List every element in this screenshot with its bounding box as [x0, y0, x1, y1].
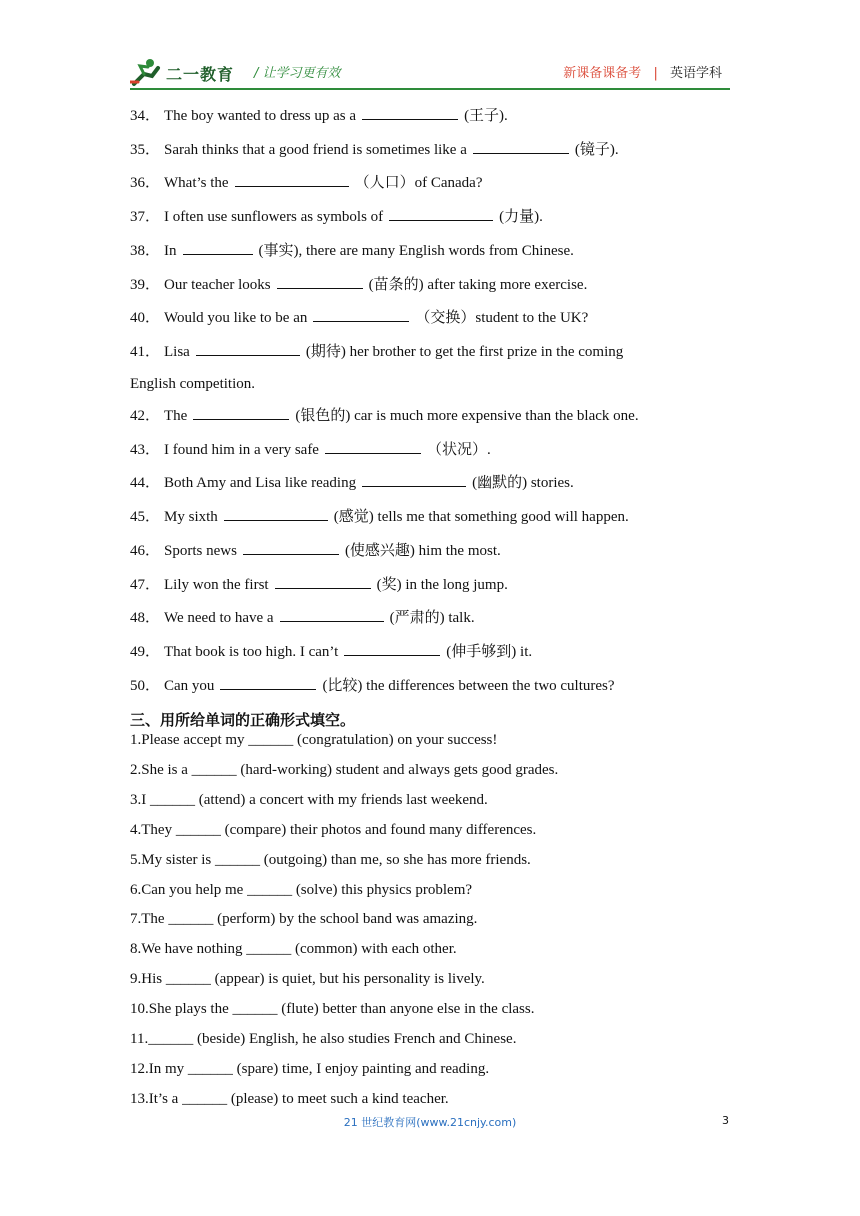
answer-blank[interactable] — [313, 307, 409, 322]
question-hint: (力量). — [499, 209, 543, 225]
question-hint: (期待) her brother to get the first prize in the coming — [305, 344, 624, 360]
question-number: 46． — [130, 543, 161, 559]
question-text: I found him in a very safe — [164, 442, 319, 458]
question-text: What’s the — [164, 175, 229, 191]
question-text: The boy wanted to dress up as a — [164, 108, 357, 124]
question-line — [130, 307, 588, 328]
header-course-label: 新课备课备考 — [563, 66, 642, 81]
answer-blank[interactable] — [220, 675, 316, 690]
answer-blank[interactable] — [325, 439, 421, 454]
question-number: 40． — [130, 310, 161, 326]
question-text: Sports news — [164, 543, 237, 559]
answer-blank[interactable] — [183, 240, 253, 255]
question-number: 39． — [130, 277, 161, 293]
question-line — [130, 675, 615, 696]
fill-in-item: 5.My sister is ______ (outgoing) than me, so she has more friends. — [130, 851, 531, 868]
question-text: Sarah thinks that a good friend is sometimes like a — [164, 142, 467, 158]
fill-in-item: 8.We have nothing ______ (common) with each other. — [130, 941, 457, 958]
answer-blank[interactable] — [243, 540, 339, 555]
question-text: The — [164, 408, 188, 424]
question-line — [130, 607, 475, 628]
question-number: 35． — [130, 142, 161, 158]
question-line — [130, 139, 619, 160]
question-text: Lisa — [164, 344, 190, 360]
question-number: 43． — [130, 442, 161, 458]
fill-in-item: 11.______ (beside) English, he also studies French and Chinese. — [130, 1031, 517, 1047]
fill-in-item: 1.Please accept my ______ (congratulation) on your success! — [130, 732, 498, 748]
question-number: 37． — [130, 209, 161, 225]
fill-in-item: 3.I ______ (attend) a concert with my friends last weekend. — [130, 791, 488, 808]
question-hint: (苗条的) after taking more exercise. — [368, 277, 588, 293]
answer-blank[interactable] — [362, 472, 466, 487]
question-text: Lily won the first — [164, 577, 269, 593]
section-title: 三、用所给单词的正确形式填空。 — [130, 711, 356, 729]
question-text: Both Amy and Lisa like reading — [164, 475, 357, 491]
header-rule — [130, 88, 730, 90]
answer-blank[interactable] — [280, 607, 384, 622]
question-line — [130, 405, 639, 426]
answer-blank[interactable] — [344, 641, 440, 656]
question-text: Can you — [164, 678, 215, 694]
fill-in-item: 2.She is a ______ (hard-working) student and always gets good grades. — [130, 761, 559, 778]
question-number: 45． — [130, 509, 161, 525]
logo — [130, 56, 250, 90]
question-number: 50． — [130, 678, 161, 694]
fill-in-item: 13.It’s a ______ (please) to meet such a kind teacher. — [130, 1090, 449, 1107]
question-hint: (伸手够到) it. — [446, 644, 533, 660]
question-number: 48． — [130, 610, 161, 626]
question-line — [130, 105, 508, 126]
fill-in-item: 7.The ______ (perform) by the school band was amazing. — [130, 911, 478, 928]
answer-blank[interactable] — [224, 506, 328, 521]
question-hint: （交换）student to the UK? — [415, 310, 589, 326]
question-hint: (事实), there are many English words from Chinese. — [258, 243, 574, 259]
question-line — [130, 439, 491, 460]
question-hint: (感觉) tells me that something good will happen. — [333, 509, 629, 525]
question-number: 36． — [130, 175, 161, 191]
question-number: 47． — [130, 577, 161, 593]
question-hint: （人口）of Canada? — [354, 175, 483, 191]
runner-logo-icon — [130, 58, 164, 88]
answer-blank[interactable] — [196, 341, 300, 356]
question-line — [130, 274, 587, 295]
answer-blank[interactable] — [275, 574, 371, 589]
question-hint: (幽默的) stories. — [472, 475, 574, 491]
logo-text: 二一教育 — [166, 65, 235, 84]
question-line — [130, 206, 543, 227]
question-text: We need to have a — [164, 610, 274, 626]
page-number: 3 — [722, 1114, 729, 1127]
question-line — [130, 506, 629, 527]
header-right — [563, 62, 722, 81]
footer-site: 21 世纪教育网(www.21cnjy.com) — [343, 1116, 517, 1129]
question-number: 49． — [130, 644, 161, 660]
question-hint: (严肃的) talk. — [389, 610, 475, 626]
question-hint: (比较) the differences between the two cultures? — [322, 678, 615, 694]
question-number: 38． — [130, 243, 161, 259]
question-text: Our teacher looks — [164, 277, 271, 293]
fill-in-item: 12.In my ______ (spare) time, I enjoy painting and reading. — [130, 1060, 490, 1077]
question-hint: （状况）. — [426, 442, 491, 458]
question-number: 34． — [130, 108, 161, 124]
header-subject: 英语学科 — [669, 66, 722, 81]
answer-blank[interactable] — [362, 105, 458, 120]
question-hint: (奖) in the long jump. — [376, 577, 508, 593]
question-line — [130, 641, 532, 662]
answer-blank[interactable] — [235, 172, 349, 187]
question-hint: (银色的) car is much more expensive than the black one. — [295, 408, 639, 424]
page-header — [130, 56, 730, 90]
question-text: In — [164, 243, 177, 259]
question-line — [130, 374, 255, 394]
question-line — [130, 341, 623, 362]
question-number: 42． — [130, 408, 161, 424]
question-hint: (使感兴趣) him the most. — [344, 543, 501, 559]
question-number: 44． — [130, 475, 161, 491]
fill-in-item: 9.His ______ (appear) is quiet, but his personality is lively. — [130, 971, 485, 988]
question-text: English competition. — [130, 376, 255, 392]
question-text: I often use sunflowers as symbols of — [164, 209, 384, 225]
question-hint: (镜子). — [574, 142, 619, 158]
question-line — [130, 172, 482, 193]
question-text: That book is too high. I can’t — [164, 644, 339, 660]
question-line — [130, 540, 501, 561]
answer-blank[interactable] — [193, 405, 289, 420]
question-line — [130, 574, 508, 595]
answer-blank[interactable] — [473, 139, 569, 154]
answer-blank[interactable] — [389, 206, 493, 221]
fill-in-item: 4.They ______ (compare) their photos and found many differences. — [130, 821, 537, 838]
question-line — [130, 240, 574, 261]
question-line — [130, 472, 574, 493]
question-text: My sixth — [164, 509, 218, 525]
question-number: 41． — [130, 344, 161, 360]
question-hint: (王子). — [464, 108, 508, 124]
answer-blank[interactable] — [277, 274, 363, 289]
fill-in-item: 10.She plays the ______ (flute) better than anyone else in the class. — [130, 1001, 535, 1018]
question-text: Would you like to be an — [164, 310, 308, 326]
fill-in-item: 6.Can you help me ______ (solve) this physics problem? — [130, 881, 473, 898]
header-separator: | — [653, 66, 658, 81]
slogan: / 让学习更有效 — [254, 66, 341, 81]
